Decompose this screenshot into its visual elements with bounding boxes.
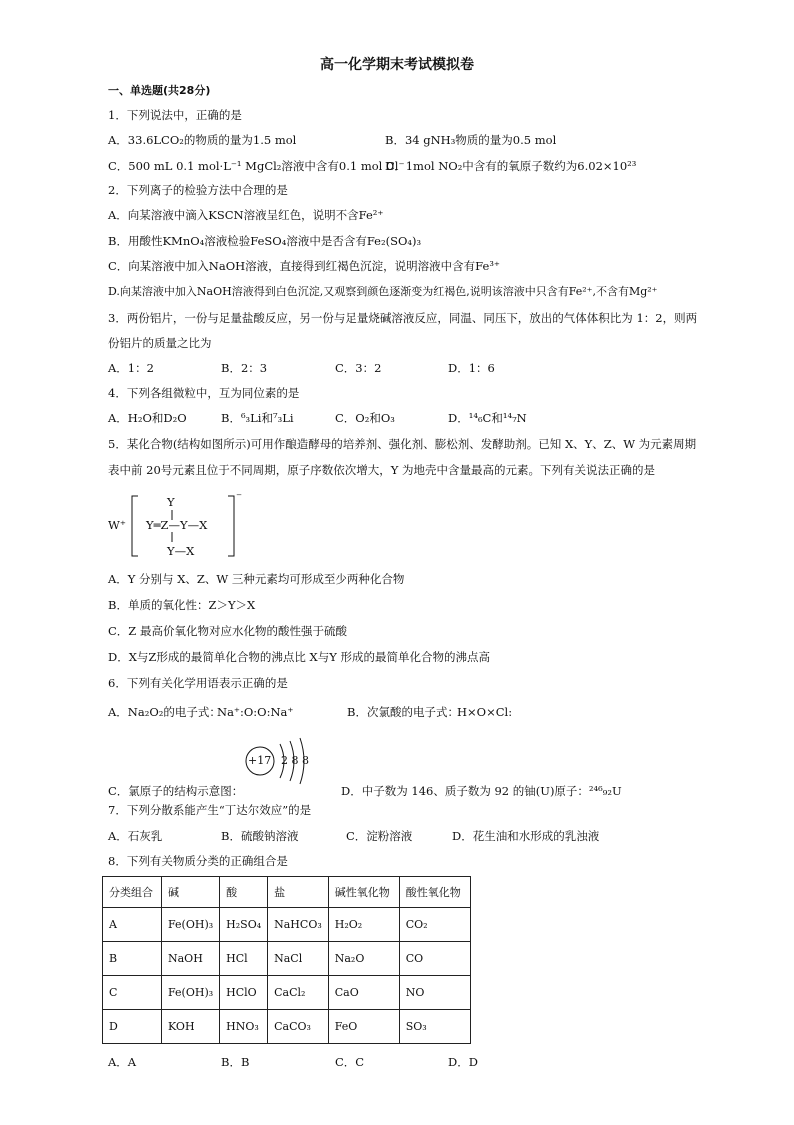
table-cell: Fe(OH)₃ [162,908,220,942]
question-4-option-a: A．H₂O和D₂O [108,411,187,425]
question-2-stem: 2．下列离子的检验方法中合理的是 [108,183,288,197]
table-cell: H₂O₂ [328,908,399,942]
question-1-stem: 1．下列说法中，正确的是 [108,108,242,122]
question-2-option-b: B．用酸性KMnO₄溶液检验FeSO₄溶液中是否含有Fe₂(SO₄)₃ [108,234,422,248]
table-cell: Na₂O [328,942,399,976]
question-2-option-c: C．向某溶液中加入NaOH溶液，直接得到红褐色沉淀，说明溶液中含有Fe³⁺ [108,259,501,273]
table-row [103,908,471,942]
table-cell: C [103,976,162,1010]
question-8-option-b: B．B [221,1055,250,1069]
question-6-stem: 6．下列有关化学用语表示正确的是 [108,676,288,690]
table-cell: KOH [162,1010,220,1044]
table-cell: 碱 [162,877,220,908]
question-4-stem: 4．下列各组微粒中，互为同位素的是 [108,386,300,400]
question-6-option-b-formula: H×O×Cl: [457,705,513,719]
question-1-option-b: B．34 gNH₃物质的量为0.5 mol [385,133,557,147]
table-row [103,976,471,1010]
question-4-option-b: B．⁶₃Li和⁷₃Li [221,411,294,425]
table-cell: SO₃ [399,1010,470,1044]
question-7-option-b: B．硫酸钠溶液 [221,829,299,843]
question-5-option-c: C．Z 最高价氧化物对应水化物的酸性强于硫酸 [108,624,347,638]
section-heading: 一、单选题(共28分) [108,84,211,97]
question-6-option-c: C．氯原子的结构示意图： [108,784,244,798]
question-6-option-b-label: B．次氯酸的电子式： [347,705,459,719]
question-8-stem: 8．下列有关物质分类的正确组合是 [108,854,288,868]
question-5-option-b: B．单质的氧化性：Z＞Y＞X [108,598,256,612]
question-1-option-d: D．1mol NO₂中含有的氧原子数约为6.02×10²³ [385,159,637,173]
structure-charge: ⁻ [236,490,243,504]
structure-bottom-row: Y—X [167,544,195,558]
table-cell: B [103,942,162,976]
page-title: 高一化学期末考试模拟卷 [320,57,474,73]
table-cell: HCl [220,942,268,976]
structure-main-row: Y═Z—Y—X [146,518,208,532]
table-cell: 碱性氧化物 [328,877,399,908]
question-2-option-a: A．向某溶液中滴入KSCN溶液呈红色，说明不含Fe²⁺ [108,208,384,222]
table-cell: FeO [328,1010,399,1044]
classification-table [102,876,471,1044]
question-7-option-c: C．淀粉溶液 [346,829,413,843]
question-3-stem-line1: 3．两份铝片，一份与足量盐酸反应，另一份与足量烧碱溶液反应，同温、同压下，放出的气体体积比为 1：2，则两 [108,311,698,325]
question-3-stem-line2: 份铝片的质量之比为 [108,336,212,350]
question-8-option-c: C．C [335,1055,365,1069]
table-cell: CO₂ [399,908,470,942]
table-cell: HNO₃ [220,1010,268,1044]
question-4-option-d: D．¹⁴₆C和¹⁴₇N [448,411,527,425]
question-1-option-a: A．33.6LCO₂的物质的量为1.5 mol [108,133,297,147]
question-6-option-a-label: A．Na₂O₂的电子式： [108,705,221,719]
question-3-option-b: B．2：3 [221,361,268,375]
question-2-option-d: D.向某溶液中加入NaOH溶液得到白色沉淀,又观察到颜色逐渐变为红褐色,说明该溶液中只含有Fe²⁺,不含有Mg²⁺ [108,285,658,298]
table-cell: D [103,1010,162,1044]
structure-top-atom: Y [167,495,175,509]
question-1-option-c: C．500 mL 0.1 mol·L⁻¹ MgCl₂溶液中含有0.1 mol Cl⁻ [108,159,405,173]
table-cell: Fe(OH)₃ [162,976,220,1010]
table-cell: H₂SO₄ [220,908,268,942]
question-5-option-a: A．Y 分别与 X、Z、W 三种元素均可形成至少两种化合物 [108,572,405,586]
table-cell: 酸性氧化物 [399,877,470,908]
table-cell: NaCl [268,942,329,976]
question-8-option-d: D．D [448,1055,478,1069]
table-header-row [103,877,471,908]
structure-cation: W⁺ [108,518,126,532]
question-3-option-c: C．3：2 [335,361,382,375]
table-cell: CaCl₂ [268,976,329,1010]
atom-nucleus: +17 [248,754,272,767]
question-5-stem-line1: 5．某化合物(结构如图所示)可用作酿造酵母的培养剂、强化剂、膨松剂、发酵助剂。已知 X、Y、Z、W 为元素周期 [108,437,697,451]
question-4-option-c: C．O₂和O₃ [335,411,395,425]
table-cell: A [103,908,162,942]
atom-shells: 2 8 8 [281,754,309,767]
table-row [103,1010,471,1044]
question-5-option-d: D．X与Z形成的最简单化合物的沸点比 X与Y 形成的最简单化合物的沸点高 [108,650,490,664]
table-cell: CO [399,942,470,976]
table-cell: 酸 [220,877,268,908]
question-5-stem-line2: 表中前 20号元素且位于不同周期，原子序数依次增大，Y 为地壳中含量最高的元素。下列有关说法正确的是 [108,463,656,477]
question-7-option-a: A．石灰乳 [108,829,163,843]
table-cell: NaOH [162,942,220,976]
table-cell: CaCO₃ [268,1010,329,1044]
table-cell: NaHCO₃ [268,908,329,942]
table-cell: CaO [328,976,399,1010]
question-3-option-a: A．1：2 [108,361,154,375]
table-cell: 分类组合 [103,877,162,908]
question-6-option-d: D．中子数为 146、质子数为 92 的铀(U)原子：²⁴⁶₉₂U [341,784,622,798]
question-6-option-a-formula: Na⁺:O:O:Na⁺ [217,705,294,719]
table-cell: NO [399,976,470,1010]
question-7-stem: 7．下列分散系能产生“丁达尔效应”的是 [108,803,312,817]
table-row [103,942,471,976]
table-cell: HClO [220,976,268,1010]
question-7-option-d: D．花生油和水形成的乳浊液 [452,829,600,843]
question-8-option-a: A．A [108,1055,137,1069]
table-cell: 盐 [268,877,329,908]
question-3-option-d: D．1：6 [448,361,495,375]
